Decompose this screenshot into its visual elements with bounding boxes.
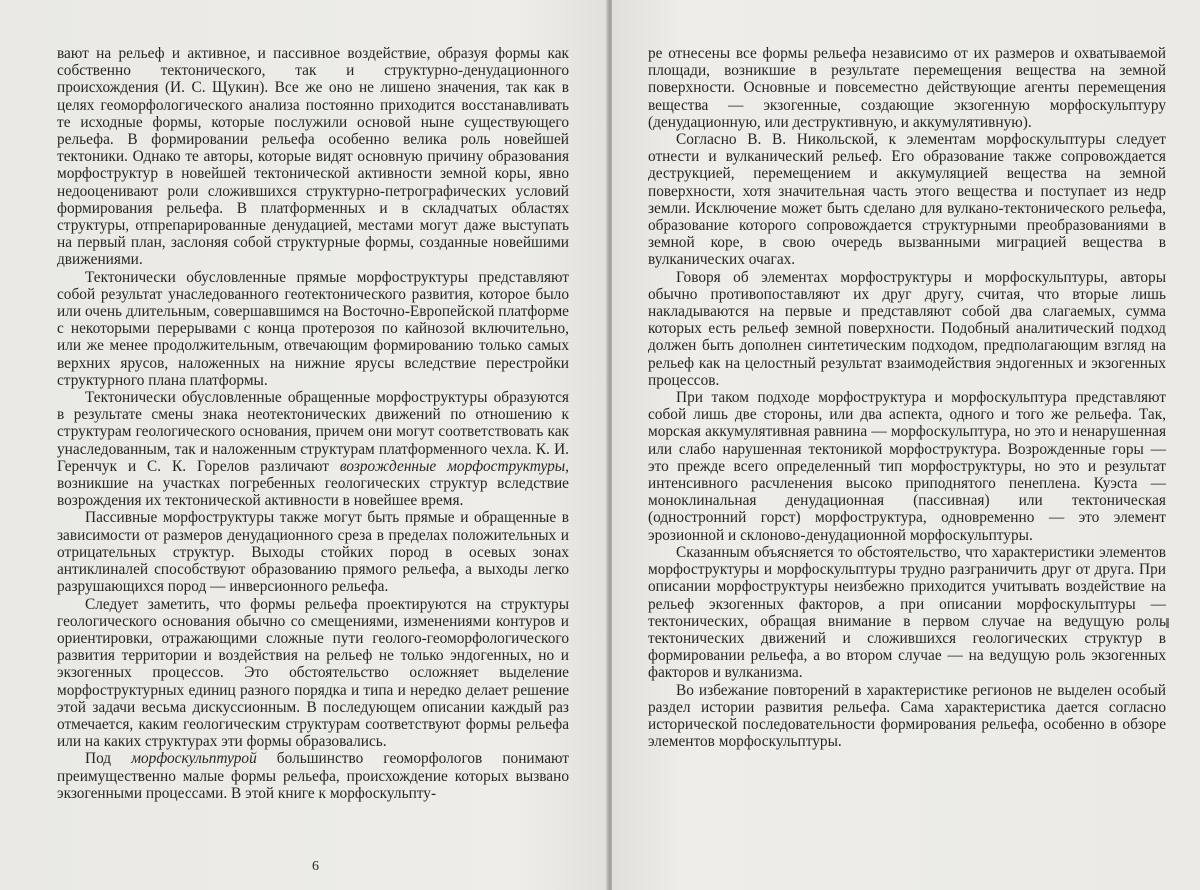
italic-term: морфоскульптурой <box>131 750 257 768</box>
paragraph: Пассивные морфоструктуры также могут быть прямые и обращенные в зависимости от размеров денудационного среза в пределах положительных и отрицательных структур. Выходы стойких пород в осевых зонах антиклиналей способствуют образованию прямого рельефа, а выходы легко разрушающихся пород — инверсионного рельефа. <box>57 509 569 596</box>
paragraph <box>57 750 569 802</box>
paragraph: Во избежание повторений в характеристике регионов не выделен особый раздел истории развития рельефа. Сама характеристика дается согласно исторической последовательности формирования рельефа, особенно в обзоре элементов морфоскульптуры. <box>648 681 1166 751</box>
right-page <box>612 0 1200 890</box>
paragraph-text: возникшие на участках погребенных геологических структур вследствие возрождения их тектонической активности в новейшее время. <box>57 475 569 510</box>
italic-term: возрожденные морфоструктуры, <box>339 457 569 475</box>
scan-mark <box>1166 618 1169 628</box>
paragraph: Тектонически обусловленные прямые морфоструктуры представляют собой результат унаследованного геотектонического развития, которое было или очень длительным, совершавшимся на Восточно-Европейской платформе с некоторыми перерывами с конца протерозоя по кайнозой включительно, или же менее продолжительным, отвечающим формированию только самых верхних ярусов, наложенных на нижние ярусы вследствие перестройки структурного плана платформы. <box>57 268 569 389</box>
paragraph: При таком подходе морфоструктура и морфоскульптура представляют собой лишь две стороны, или два аспекта, одного и того же рельефа. Так, морская аккумулятивная равнина — морфоскульптура, но это и ненарушенная или слабо нарушенная тектоникой морфоструктура. Возрожденные горы — это прежде всего определенный тип морфоструктуры, но это и результат интенсивного расчленения высоко приподнятого пенеплена. Куэста — моноклинальная денудационная (пассивная) или тектоническая (одностронний горст) морфоструктура, одновременно — это элемент эрозионной и склоново-денудационной морфоскульптуры. <box>648 389 1166 544</box>
paragraph-text: большинство геоморфологов понимают преимущественно малые формы рельефа, происхождение которых вызвано экзогенными процессами. В этой книге к морфоскульпту- <box>57 750 570 802</box>
paragraph-text: Под <box>85 750 132 768</box>
right-page-text <box>648 45 1166 750</box>
page-number: 6 <box>312 859 319 874</box>
paragraph: вают на рельеф и активное, и пассивное воздействие, образуя формы как собственно тектонического, так и структурно-денудационного происхождения (И. С. Щукин). Все же оно не лишено значения, так как в целях геоморфологического анализа постоянно приходится восстанавливать те исходные формы, которые послужили основой ныне существующего рельефа. В формировании рельефа особенно велика роль новейшей тектоники. Однако те авторы, которые видят основную причину образования морфоструктур в новейшей тектонической активности земной коры, явно недооценивают роли сложившихся структурно-петрографических условий формирования рельефа. В платформенных и в складчатых областях структуры, отпрепарированные денудацией, местами могут даже выступать на первый план, заслоняя собой структурные формы, созданные новейшими движениями. <box>57 45 569 269</box>
paragraph-text: Тектонически обусловленные обращенные морфоструктуры образуются в результате смены знака неотектонических движений по отношению к структурам геологического основания, причем они могут соответствовать как унаследованным, так и наложенным структурам платформенного чехла. К. И. Геренчук и С. К. Горелов различают <box>57 389 569 475</box>
paragraph: Говоря об элементах морфоструктуры и морфоскульптуры, авторы обычно противопоставляют их друг другу, считая, что вторые лишь накладываются на первые и представляют собой два слагаемых, сумма которых есть рельеф земной поверхности. Подобный аналитический подход должен быть дополнен синтетическим подходом, предполагающим взгляд на рельеф как на целостный результат взаимодействия эндогенных и экзогенных процессов. <box>648 268 1166 389</box>
paragraph: Сказанным объясняется то обстоятельство, что характеристики элементов морфоструктуры и морфоскульптуры трудно разграничить друг от друга. При описании морфоструктуры неизбежно приходится учитывать воздействие на рельеф экзогенных факторов, а при описании морфоскульптуры — тектонических, обращая внимание в первом случае на ведущую роль тектонических движений и сложившихся геологических структур в формировании рельефа, а во втором случае — на ведущую роль экзогенных факторов и вулканизма. <box>648 543 1166 682</box>
paragraph: ре отнесены все формы рельефа независимо от их размеров и охватываемой площади, возникшие в результате перемещения вещества на земной поверхности. Основные и повсеместно действующие агенты перемещения вещества — экзогенные, создающие экзогенную морфоскульптуру (денудационную, или деструктивную, и аккумулятивную). <box>648 45 1166 131</box>
paragraph: Согласно В. В. Никольской, к элементам морфоскульптуры следует отнести и вулканический рельеф. Его образование также сопровождается деструкцией, перемещением и аккумуляцией вещества на земной поверхности, хотя значительная часть этого вещества и поступает из недр земли. Исключение может быть сделано для вулкано-тектонического рельефа, образование которого сопровождается структурными преобразованиями в земной коре, в свою очередь вызванными миграцией вещества в вулканических очагах. <box>648 131 1166 269</box>
paragraph: Следует заметить, что формы рельефа проектируются на структуры геологического основания обычно со смещениями, изменениями контуров и ориентировки, отражающими сложные пути геолого-геоморфологического развития территории и воздействия на рельеф не только эндогенных, но и экзогенных процессов. Это обстоятельство осложняет выделение морфоструктурных единиц разного порядка и типа и нередко делает решение этой задачи весьма дискуссионным. В последующем описании каждый раз отмечается, каким геологическим структурам соответствуют формы рельефа или на каких структурах эти формы образовались. <box>57 595 569 751</box>
paragraph <box>57 389 569 509</box>
left-page-text <box>57 45 569 802</box>
